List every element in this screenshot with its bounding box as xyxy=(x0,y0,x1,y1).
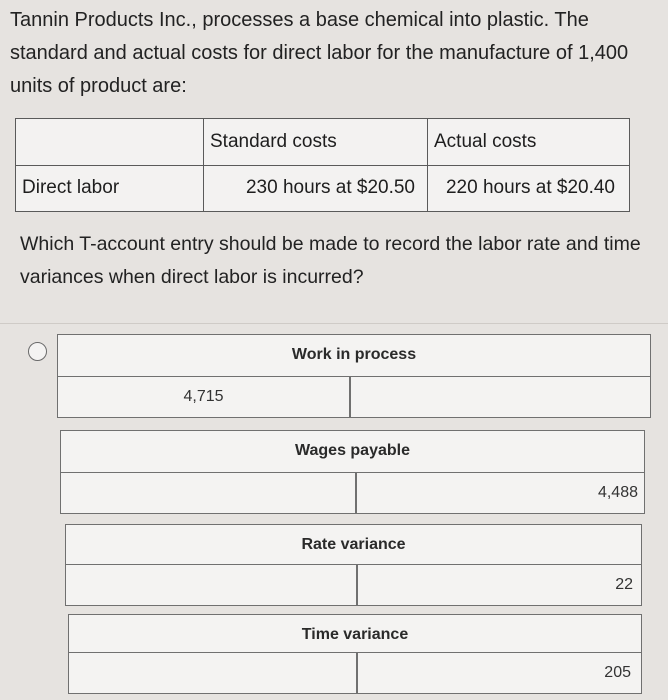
row-label-direct-labor: Direct labor xyxy=(16,165,204,212)
t-account-divider xyxy=(349,377,351,417)
t-account-credit: 205 xyxy=(604,664,631,681)
t-account-title: Wages payable xyxy=(294,442,410,459)
t-account-divider xyxy=(356,653,358,693)
t-account-divider xyxy=(355,473,357,513)
t-account-credit: 22 xyxy=(615,576,633,593)
cell-standard-cost: 230 hours at $20.50 xyxy=(204,165,428,212)
t-account-divider xyxy=(356,565,358,605)
table-header-actual: Actual costs xyxy=(428,119,630,166)
t-account-title: Work in process xyxy=(291,346,417,363)
divider xyxy=(0,323,668,324)
t-account-entry-row xyxy=(69,652,641,693)
t-account-rate-variance xyxy=(65,524,642,606)
t-account-title: Rate variance xyxy=(301,536,406,553)
table-header-standard: Standard costs xyxy=(204,119,428,166)
t-account-title: Time variance xyxy=(301,626,409,643)
t-account-entry-row xyxy=(61,472,644,513)
table-row xyxy=(16,165,630,212)
t-account-time-variance xyxy=(68,614,642,694)
cell-actual-cost: 220 hours at $20.40 xyxy=(428,165,630,212)
table-header-row xyxy=(16,119,630,166)
question-text: Tannin Products Inc., processes a base chemical into plastic. The standard and actual costs for direct labor for the manufacture of 1,400 units of product are: xyxy=(10,9,629,97)
t-account-debit: 4,715 xyxy=(183,388,224,405)
t-account-entry-row xyxy=(58,376,650,417)
prompt-text: Which T-account entry should be made to record the labor rate and time variances when direct labor is incurred? xyxy=(20,233,641,288)
costs-table xyxy=(15,118,630,212)
t-account-wages-payable xyxy=(60,430,645,514)
t-account-entry-row xyxy=(66,564,641,605)
t-account-work-in-process xyxy=(57,334,651,418)
t-account-credit: 4,488 xyxy=(597,484,638,501)
table-header-empty xyxy=(16,119,204,166)
option-radio-button[interactable] xyxy=(28,342,47,361)
